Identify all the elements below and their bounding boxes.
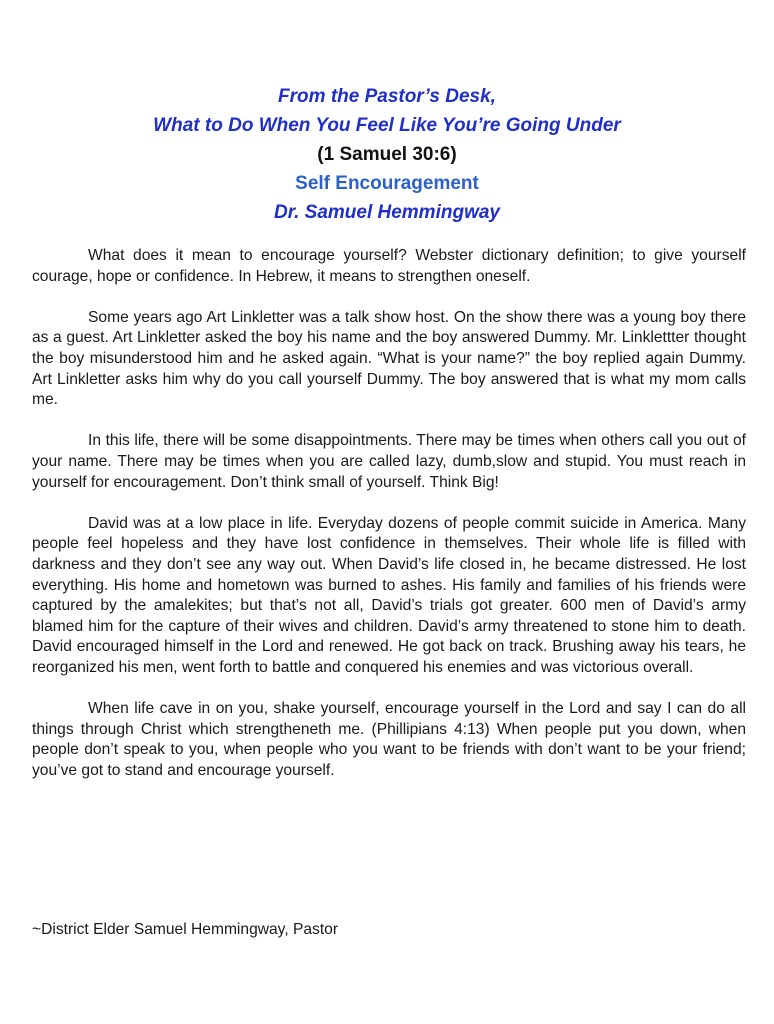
article-title: From the Pastor’s Desk, xyxy=(278,86,496,107)
body-paragraph: When life cave in on you, shake yourself, encourage yourself in the Lord and say I can do all things through Christ which strengtheneth me. (Phillipians 4:13) When people put you down, when people don’t speak to you, when people who you want to be friends with don’t want to be your friend; you’ve got to stand and encourage yourself. xyxy=(32,700,746,779)
scripture-reference: (1 Samuel 30:6) xyxy=(317,144,457,165)
signature-line: ~District Elder Samuel Hemmingway, Pastor xyxy=(32,921,339,938)
article-body xyxy=(32,246,746,802)
article-header xyxy=(0,82,774,227)
body-paragraph: What does it mean to encourage yourself? Webster dictionary definition; to give yourself courage, hope or confidence. In Hebrew, it means to strengthen oneself. xyxy=(32,247,746,285)
body-paragraph: Some years ago Art Linkletter was a talk show host. On the show there was a young boy there as a guest. Art Linkletter asked the boy his name and the boy answered Dummy. Mr. Linklettter thought the boy misunderstood him and he asked again. “What is your name?” the boy replied again Dummy. Art Linkletter asks him why do you call yourself Dummy. The boy answered that is what my mom calls me. xyxy=(32,308,746,409)
article-author: Dr. Samuel Hemmingway xyxy=(274,202,500,223)
article-subtitle: What to Do When You Feel Like You’re Going Under xyxy=(153,115,621,136)
body-paragraph: In this life, there will be some disappointments. There may be times when others call you out of your name. There may be times when you are called lazy, dumb,slow and stupid. You must reach in yourself for encouragement. Don’t think small of yourself. Think Big! xyxy=(32,432,746,491)
article-topic: Self Encouragement xyxy=(295,173,479,194)
body-paragraph: David was at a low place in life. Everyday dozens of people commit suicide in America. Many people feel hopeless and they have lost confidence in themselves. Their whole life is filled with darkness and they don’t see any way out. When David’s life closed in, he became distressed. He lost everything. His home and hometown was burned to ashes. His family and families of his friends were captured by the amalekites; but that’s not all, David’s trials got greater. 600 men of David’s army blamed him for the capture of their wives and children. David’s army threatened to stone him to death. David encouraged himself in the Lord and renewed. He got back on track. Brushing away his tears, he reorganized his men, went forth to battle and conquered his enemies and was victorious overall. xyxy=(32,514,746,676)
